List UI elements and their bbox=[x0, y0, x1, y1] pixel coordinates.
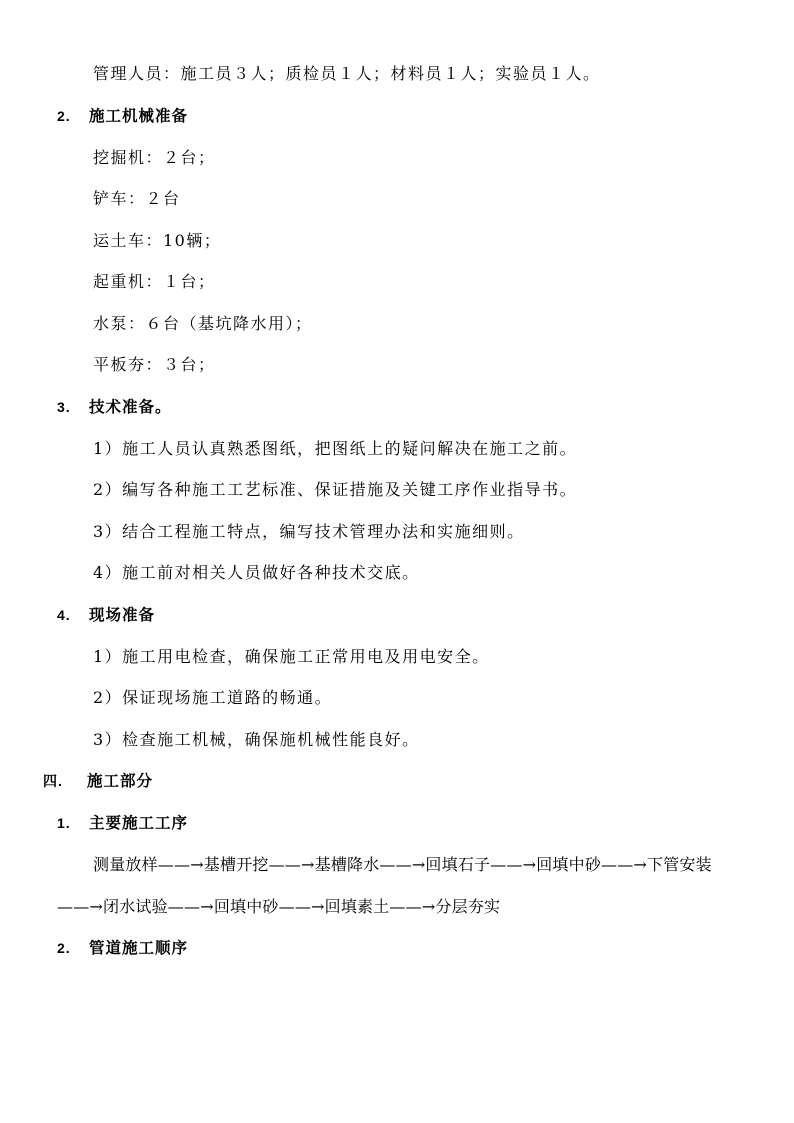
chapter-heading: 四. 施工部分 bbox=[43, 772, 154, 790]
section-heading: 2. 施工机械准备 bbox=[57, 107, 189, 125]
process-flow-line: 测量放样——→基槽开挖——→基槽降水——→回填石子——→回填中砂——→下管安装 bbox=[93, 855, 712, 874]
paragraph-line: 2）编写各种施工工艺标准、保证措施及关键工序作业指导书。 bbox=[93, 480, 578, 499]
paragraph-line: 2）保证现场施工道路的畅通。 bbox=[93, 688, 333, 707]
section-heading: 2. 管道施工顺序 bbox=[57, 939, 189, 957]
paragraph-line: 铲车：２台 bbox=[93, 189, 181, 208]
paragraph-line: 3）检查施工机械，确保施机械性能良好。 bbox=[93, 730, 420, 749]
section-heading: 4. 现场准备 bbox=[57, 606, 156, 624]
section-heading: 3. 技术准备。 bbox=[57, 398, 172, 416]
paragraph-line: 1）施工人员认真熟悉图纸，把图纸上的疑问解决在施工之前。 bbox=[93, 439, 578, 458]
paragraph-line: 4）施工前对相关人员做好各种技术交底。 bbox=[93, 563, 420, 582]
paragraph-line: 1）施工用电检查，确保施工正常用电及用电安全。 bbox=[93, 647, 490, 666]
paragraph-line: 挖掘机：２台； bbox=[93, 148, 216, 167]
process-flow-line: ——→闭水试验——→回填中砂——→回填素土——→分层夯实 bbox=[57, 897, 501, 916]
paragraph-line: 起重机：１台； bbox=[93, 272, 216, 291]
section-heading: 1. 主要施工工序 bbox=[57, 814, 189, 832]
paragraph-line: 3）结合工程施工特点，编写技术管理办法和实施细则。 bbox=[93, 522, 525, 541]
paragraph-line: 平板夯：３台； bbox=[93, 355, 216, 374]
paragraph-line: 水泵：６台（基坑降水用）； bbox=[93, 314, 313, 333]
paragraph-line: 运土车：10辆； bbox=[93, 231, 222, 250]
staff-line: 管理人员：施工员３人；质检员１人；材料员１人；实验员１人。 bbox=[93, 64, 601, 83]
